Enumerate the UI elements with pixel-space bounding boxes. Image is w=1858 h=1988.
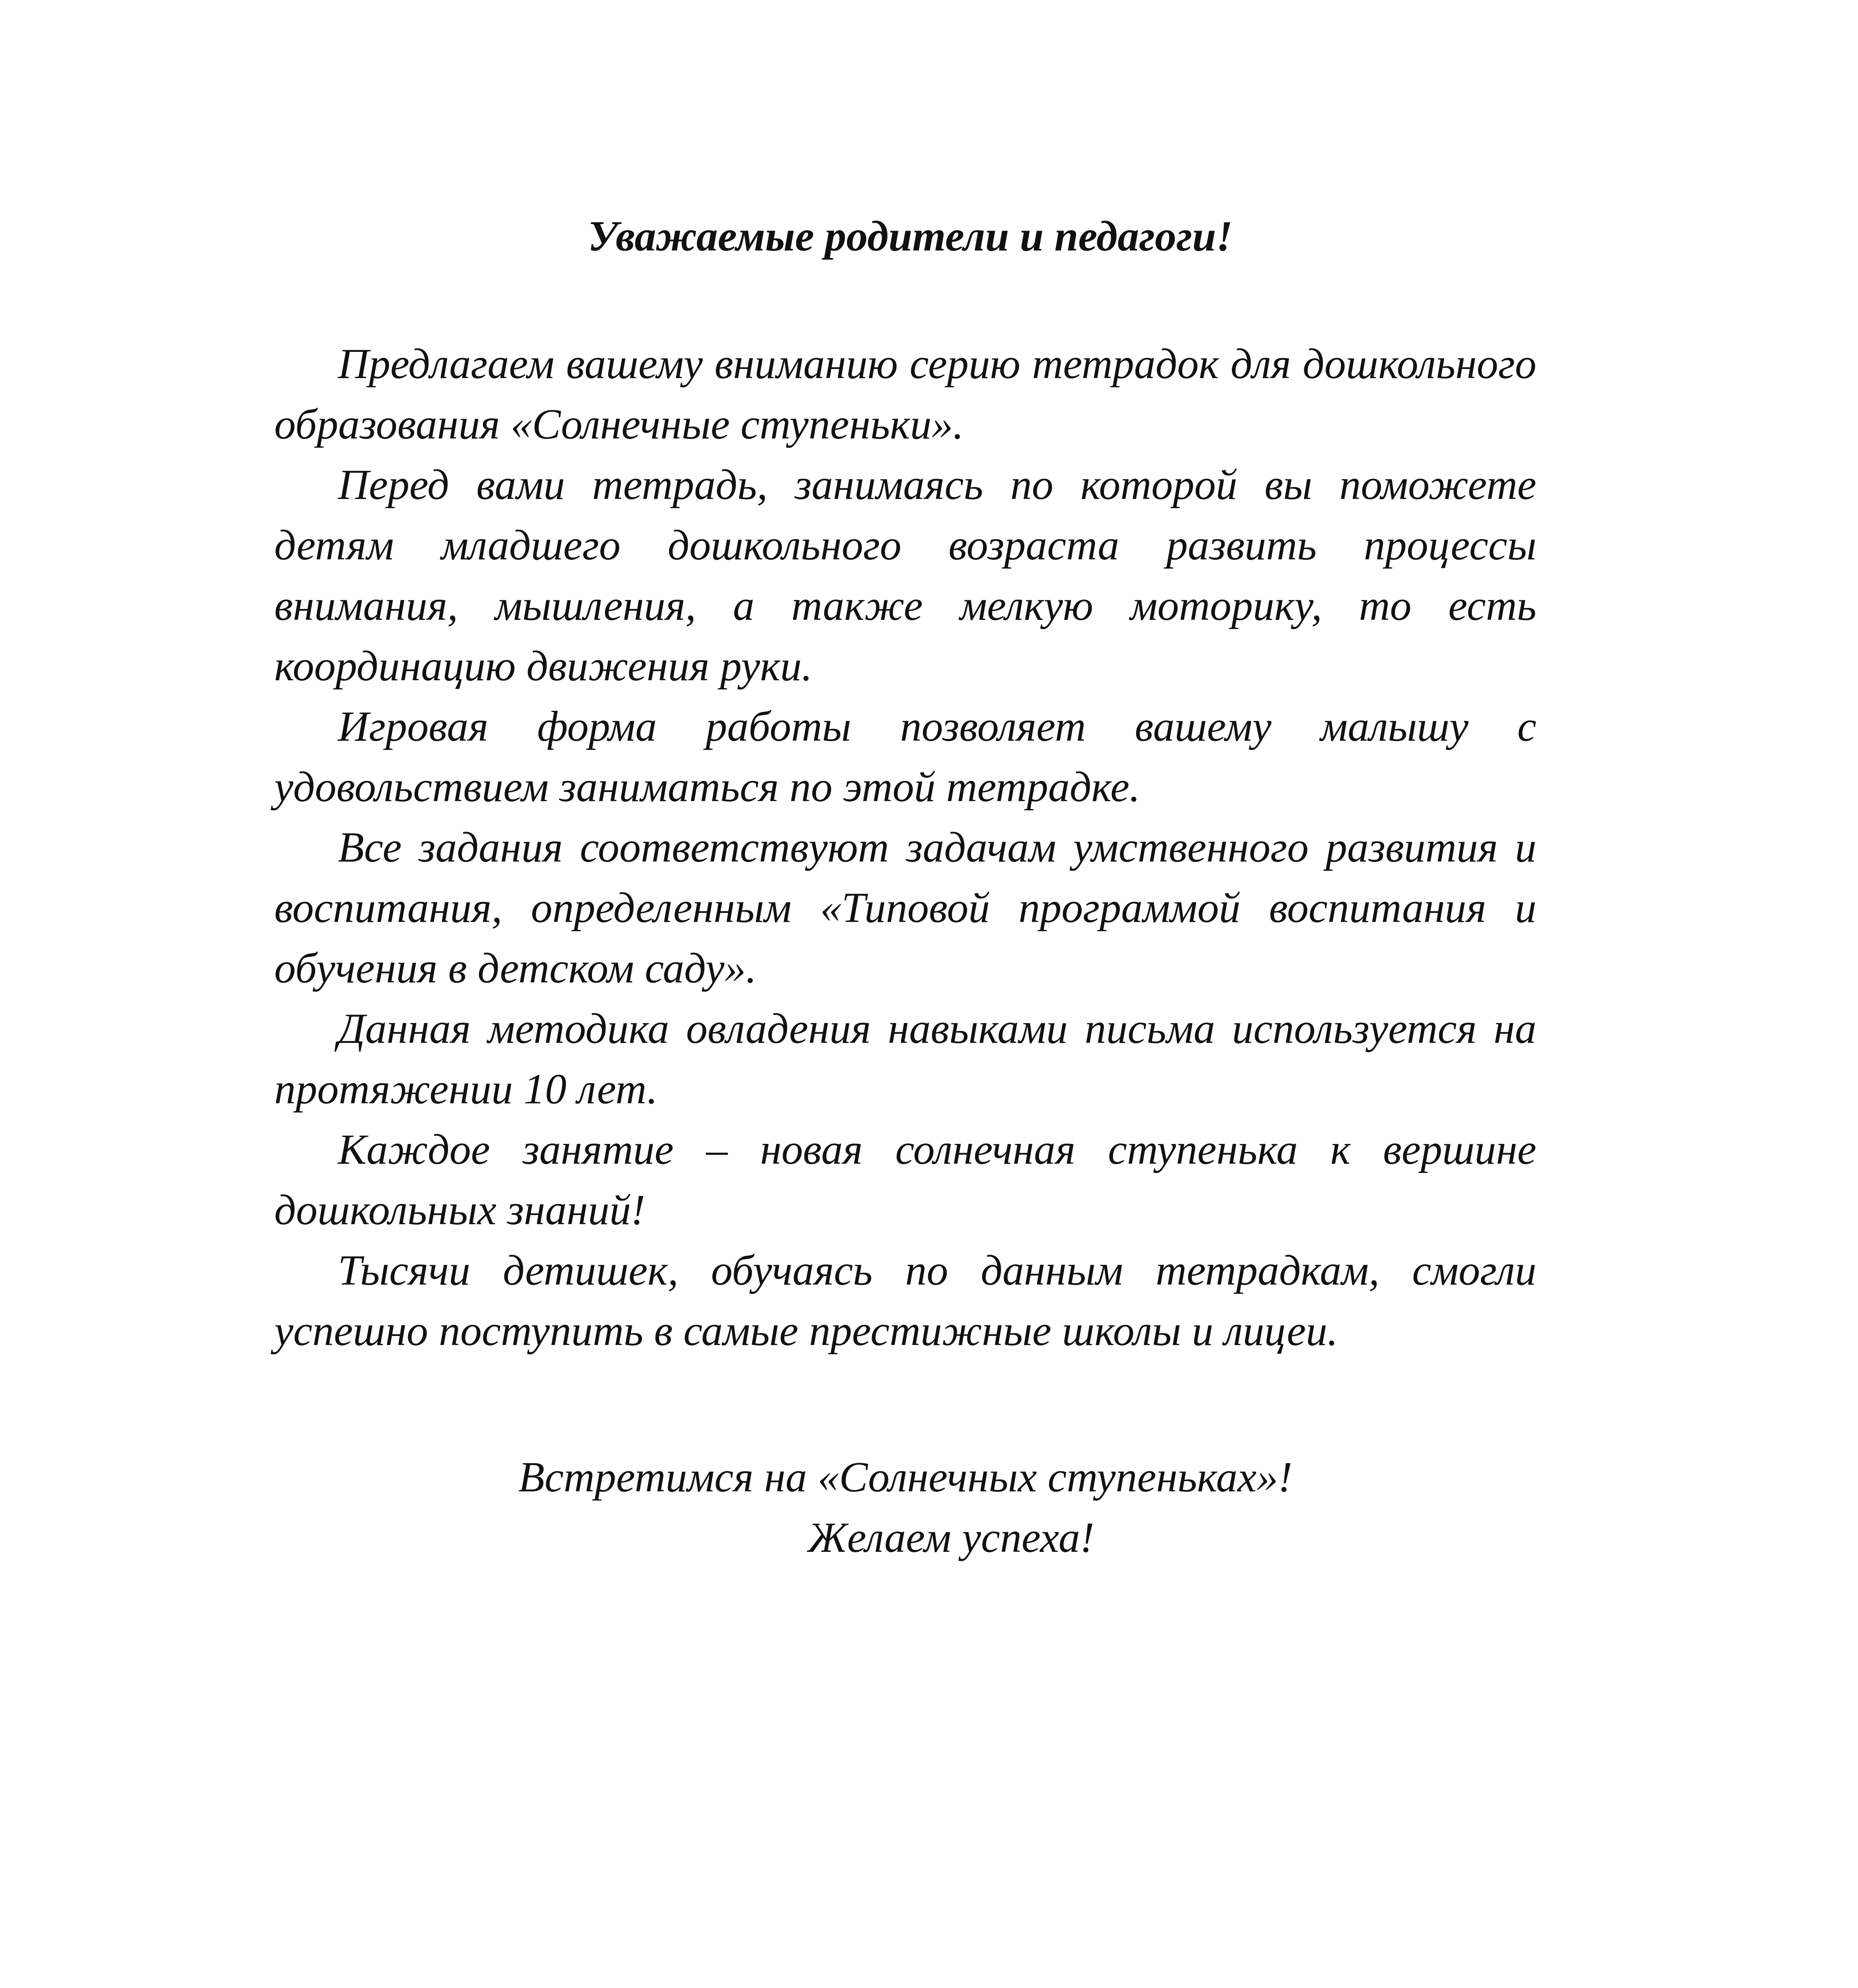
closing-invitation: Встретимся на «Солнечных ступеньках»! — [518, 1454, 1293, 1501]
paragraph: Тысячи детишек, обучаясь по данным тетрадкам, смогли успешно поступить в самые престижные школы и лицеи. — [274, 1247, 1536, 1355]
paragraph: Предлагаем вашему вниманию серию тетрадок для дошкольного образования «Солнечные ступеньки». — [274, 340, 1536, 448]
paragraph: Игровая форма работы позволяет вашему малышу с удовольствием заниматься по этой тетрадке. — [274, 703, 1536, 811]
closing-wish: Желаем успеха! — [808, 1514, 1094, 1561]
paragraph: Каждое занятие – новая солнечная ступенька к вершине дошкольных знаний! — [274, 1126, 1536, 1234]
paragraph: Все задания соответствуют задачам умственного развития и воспитания, определенным «Типовой программой воспитания и обучения в детском саду». — [274, 824, 1536, 992]
paragraph: Данная методика овладения навыками письма используется на протяжении 10 лет. — [274, 1005, 1536, 1113]
page-title: Уважаемые родители и педагоги! — [588, 213, 1233, 260]
closing-block — [274, 1447, 1536, 1568]
intro-text — [274, 334, 1536, 1361]
paragraph: Перед вами тетрадь, занимаясь по которой вы поможете детям младшего дошкольного возраста развить процессы внимания, мышления, а также мелкую моторику, то есть координацию движения руки. — [274, 461, 1536, 690]
